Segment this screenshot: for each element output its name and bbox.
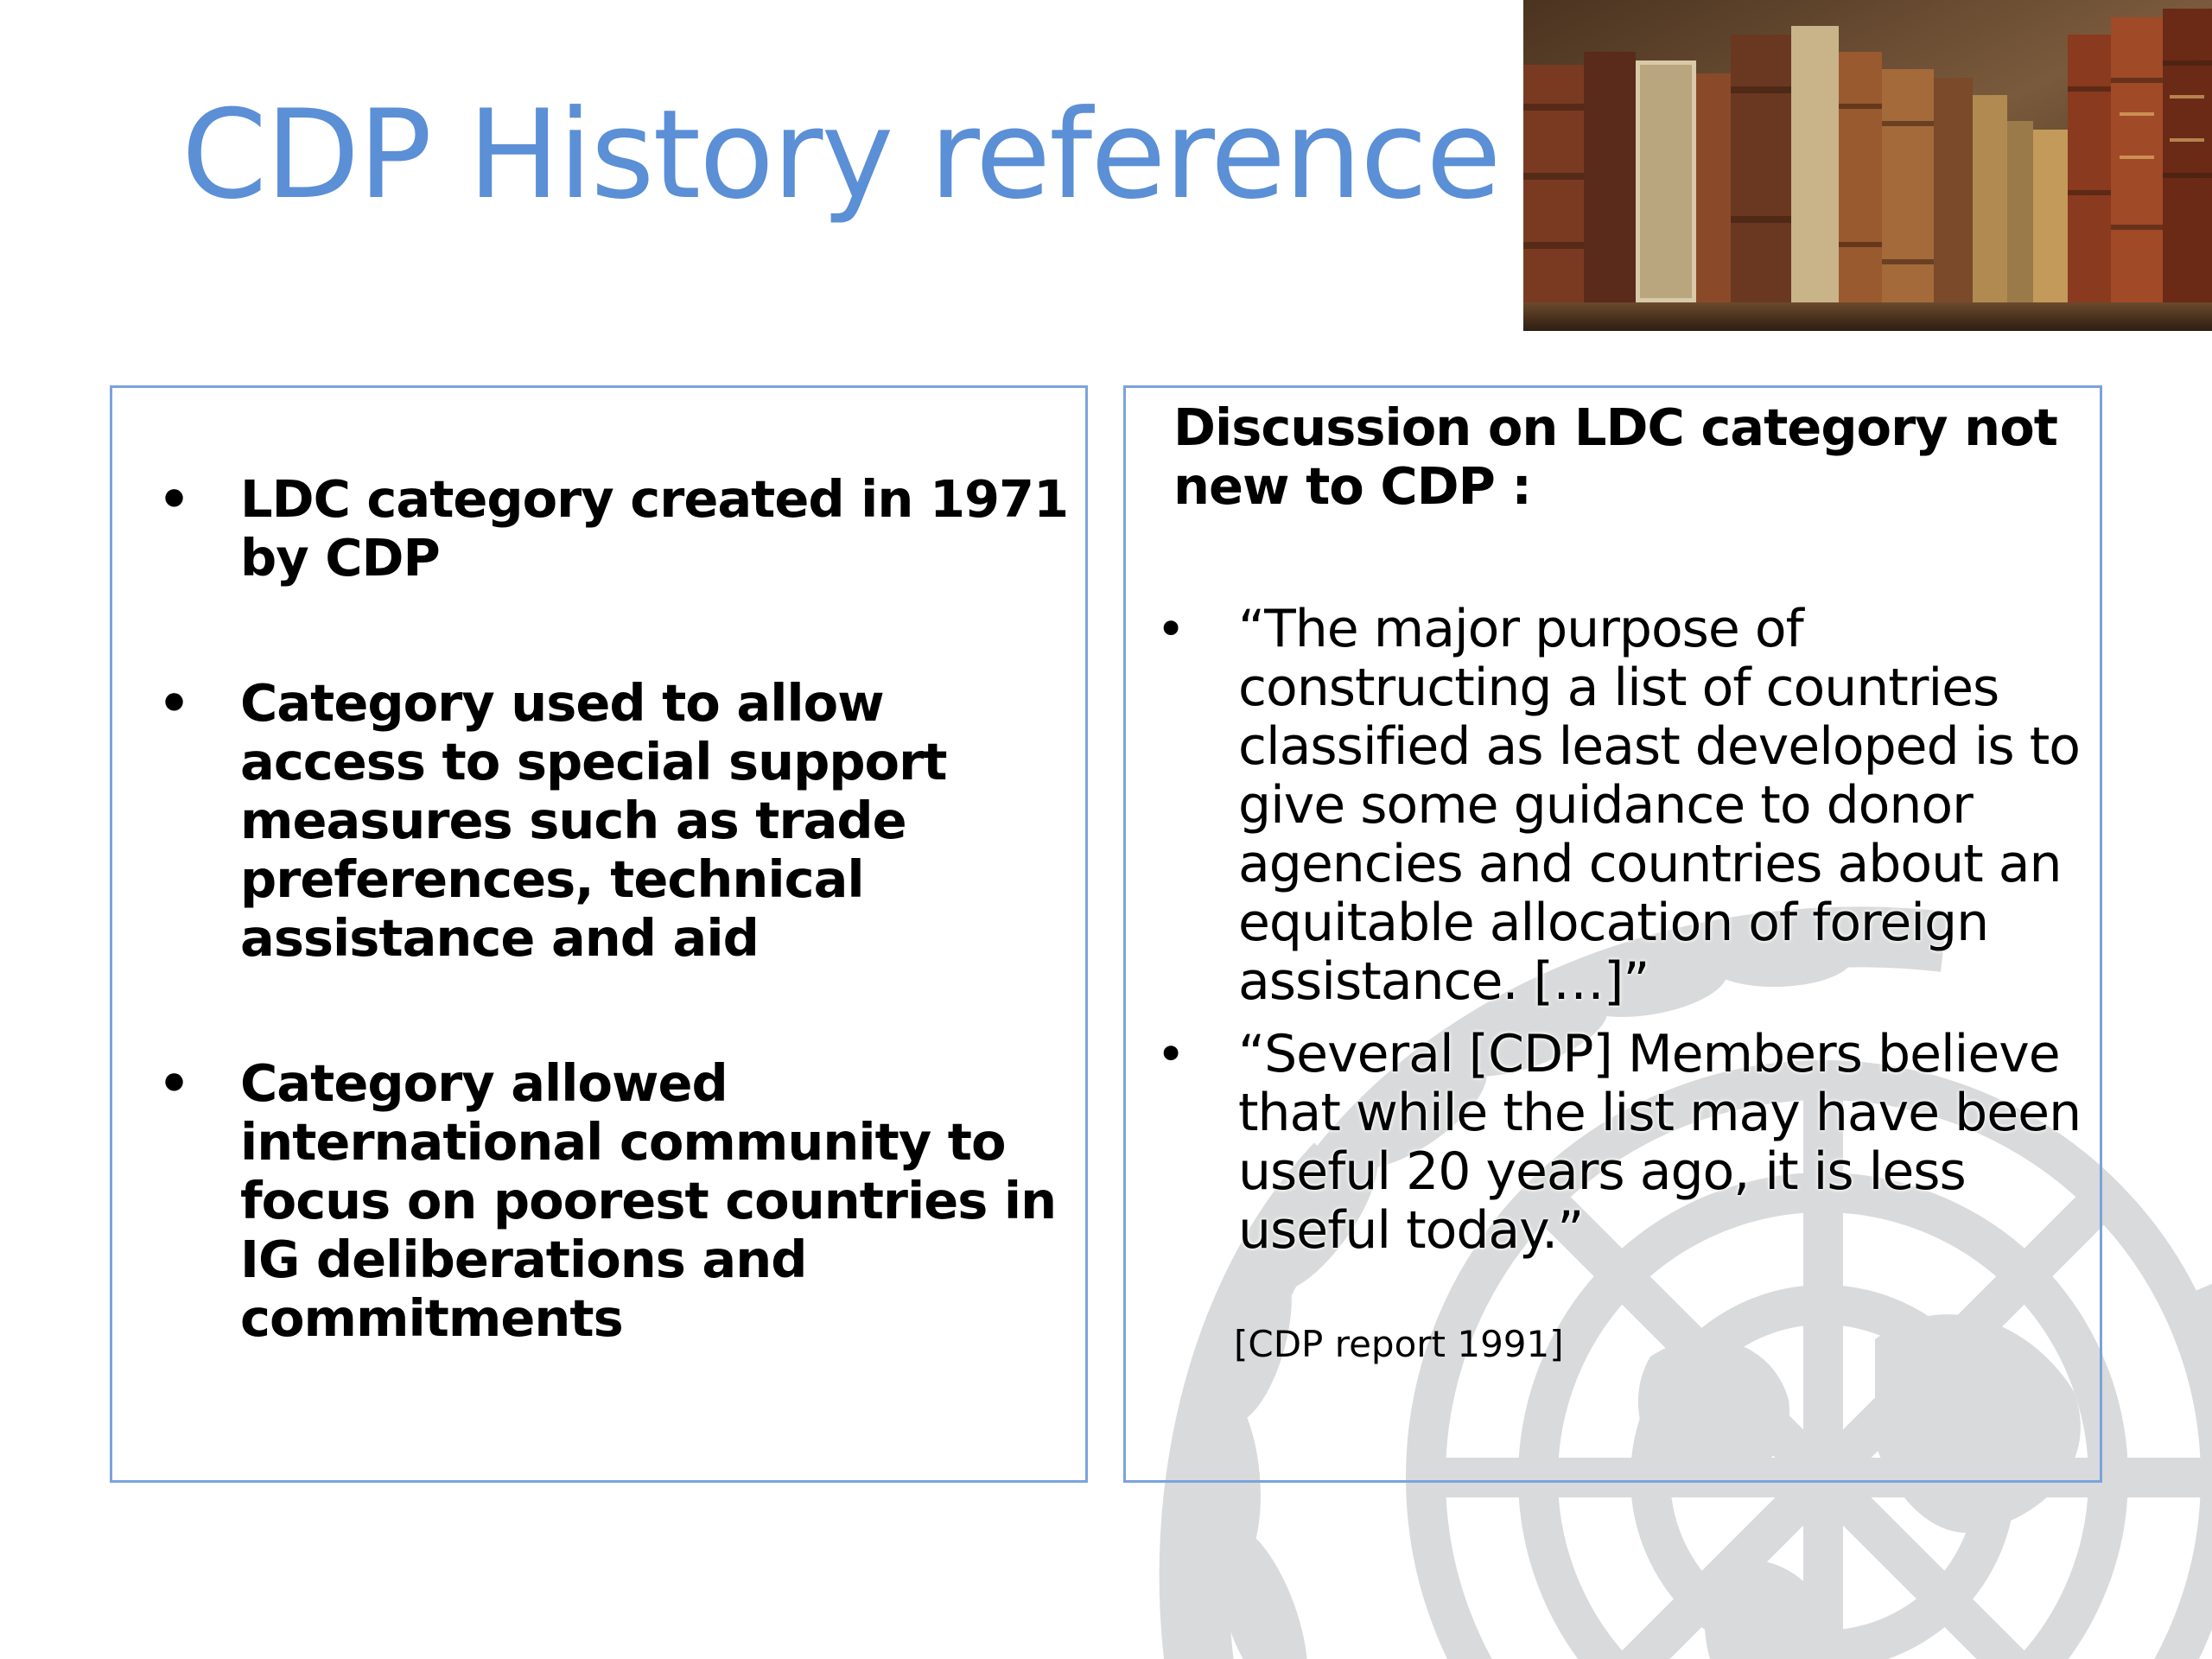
list-item (1135, 1025, 2102, 1260)
right-box-heading: Discussion on LDC category not new to CDP : (1173, 397, 2057, 516)
bullet-marker: • (158, 470, 190, 529)
source-citation: [CDP report 1991] (1234, 1323, 1564, 1365)
bullet-marker: • (1156, 1025, 1185, 1084)
list-item (1135, 600, 2102, 1011)
bullet-marker: • (1156, 600, 1185, 658)
bullet-text: Category allowed international community to focus on poorest countries in IG deliberations and commitments (240, 1053, 1057, 1348)
quote-text: “The major purpose of constructing a list of countries classified as least developed is to give some guidance to donor agencies and countries about an equitable allocation of foreign assistance. […]” (1238, 599, 2080, 1012)
slide-title: CDP History reference (181, 84, 1500, 226)
list-item (137, 1054, 1070, 1348)
books-image (1523, 0, 2212, 331)
bullet-text: LDC category created in 1971 by CDP (240, 469, 1069, 588)
bullet-text: Category used to allow access to special support measures such as trade preferences, technical assistance and aid (240, 673, 947, 968)
list-item (137, 674, 1070, 968)
bullet-marker: • (158, 1054, 190, 1113)
quote-list (1135, 600, 2102, 1274)
quote-text: “Several [CDP] Members believe that while the list may have been useful 20 years ago, it is less useful today.” (1238, 1024, 2082, 1261)
bullet-marker: • (158, 674, 190, 733)
right-content-box (1123, 385, 2102, 1483)
left-content-box (110, 385, 1088, 1483)
list-item (137, 470, 1070, 588)
left-bullet-list (137, 470, 1070, 1434)
